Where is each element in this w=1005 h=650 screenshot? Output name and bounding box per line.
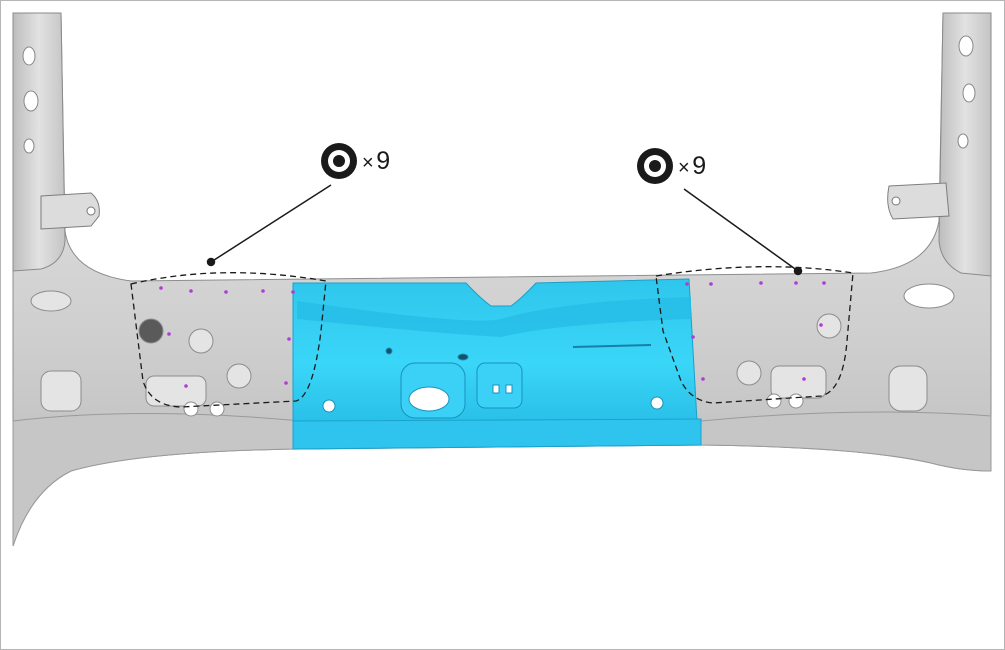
lower-sill [13, 414, 301, 547]
center-panel-lower-band [293, 419, 701, 449]
lower-sill-right [701, 412, 991, 471]
right-weld-count: ×9 [678, 151, 707, 180]
left-weld-count: ×9 [362, 146, 391, 175]
rear-body-frame-illustration [1, 1, 1004, 649]
rear-frame-body [13, 13, 991, 546]
right-weld-callout [637, 146, 707, 186]
pillar-holes [23, 36, 975, 153]
spot-weld-icon [321, 143, 357, 179]
left-pillar [13, 13, 65, 271]
left-weld-callout [321, 141, 391, 181]
callout-leaders [208, 185, 802, 275]
spot-weld-icon [637, 148, 673, 184]
